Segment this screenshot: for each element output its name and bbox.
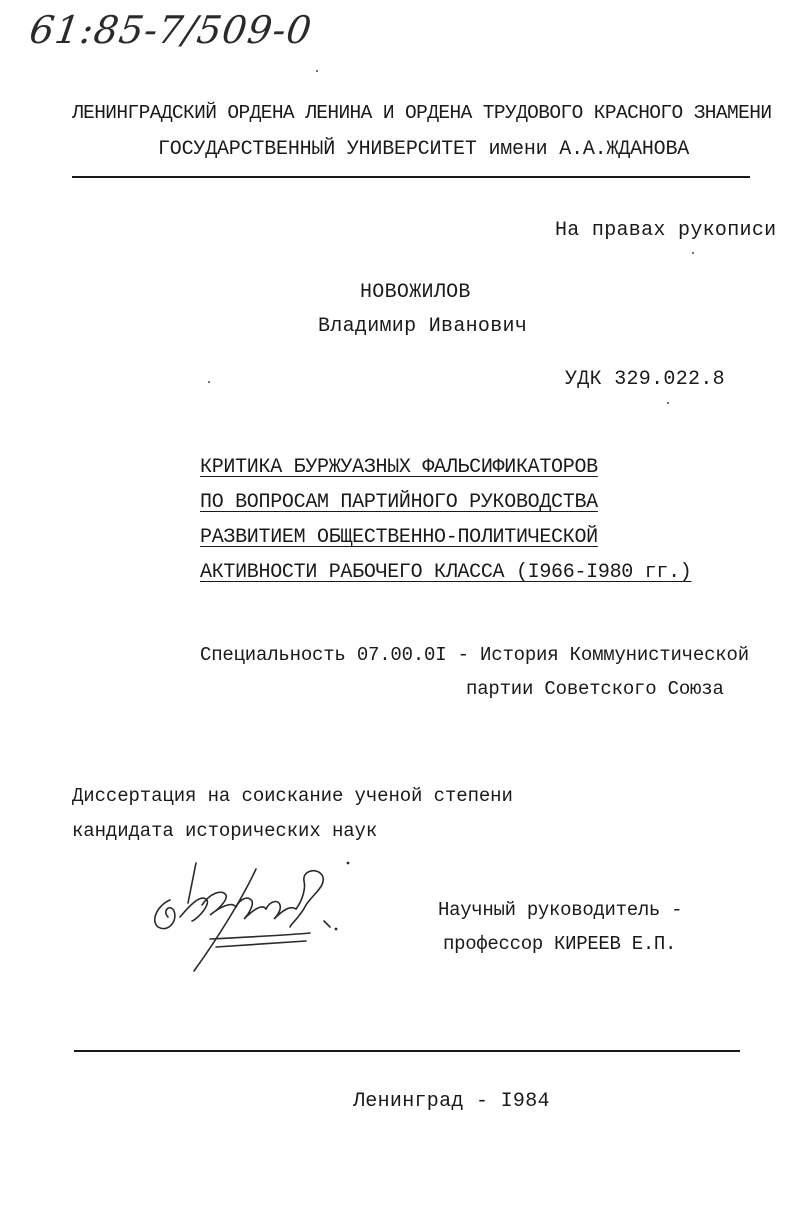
title-line-4: АКТИВНОСТИ РАБОЧЕГО КЛАССА (I966-I980 гг.) <box>200 561 692 584</box>
specialty-line-2: партии Советского Союза <box>466 678 724 700</box>
signature-image <box>140 855 370 975</box>
institution-line-2: ГОСУДАРСТВЕННЫЙ УНИВЕРСИТЕТ имени А.А.ЖДАНОВА <box>158 138 690 161</box>
dissertation-line-1: Диссертация на соискание ученой степени <box>72 785 513 807</box>
dissertation-line-2: кандидата исторических наук <box>72 820 378 842</box>
title-line-2: ПО ВОПРОСАМ ПАРТИЙНОГО РУКОВОДСТВА <box>200 491 598 514</box>
scan-speck <box>208 381 210 383</box>
archive-number-handwritten: 61:85-7/509-0 <box>26 8 315 52</box>
scan-speck <box>692 252 694 254</box>
author-name: Владимир Иванович <box>318 315 528 338</box>
udc-code: УДК 329.022.8 <box>565 368 725 391</box>
title-line-1: КРИТИКА БУРЖУАЗНЫХ ФАЛЬСИФИКАТОРОВ <box>200 456 598 479</box>
supervisor-line-1: Научный руководитель - <box>438 899 683 921</box>
footer-divider <box>74 1050 740 1052</box>
scan-speck <box>316 70 318 72</box>
author-surname: НОВОЖИЛОВ <box>360 281 471 304</box>
title-line-3: РАЗВИТИЕМ ОБЩЕСТВЕННО-ПОЛИТИЧЕСКОЙ <box>200 526 598 549</box>
manuscript-rights: На правах рукописи <box>555 219 777 242</box>
institution-line-1: ЛЕНИНГРАДСКИЙ ОРДЕНА ЛЕНИНА И ОРДЕНА ТРУДОВОГО КРАСНОГО ЗНАМЕНИ <box>72 102 772 124</box>
scan-speck <box>667 402 669 404</box>
specialty-line-1: Специальность 07.00.0I - История Коммунистической <box>200 644 749 666</box>
supervisor-line-2: профессор КИРЕЕВ Е.П. <box>443 933 677 955</box>
header-divider <box>72 176 750 178</box>
city-year: Ленинград - I984 <box>353 1090 550 1113</box>
